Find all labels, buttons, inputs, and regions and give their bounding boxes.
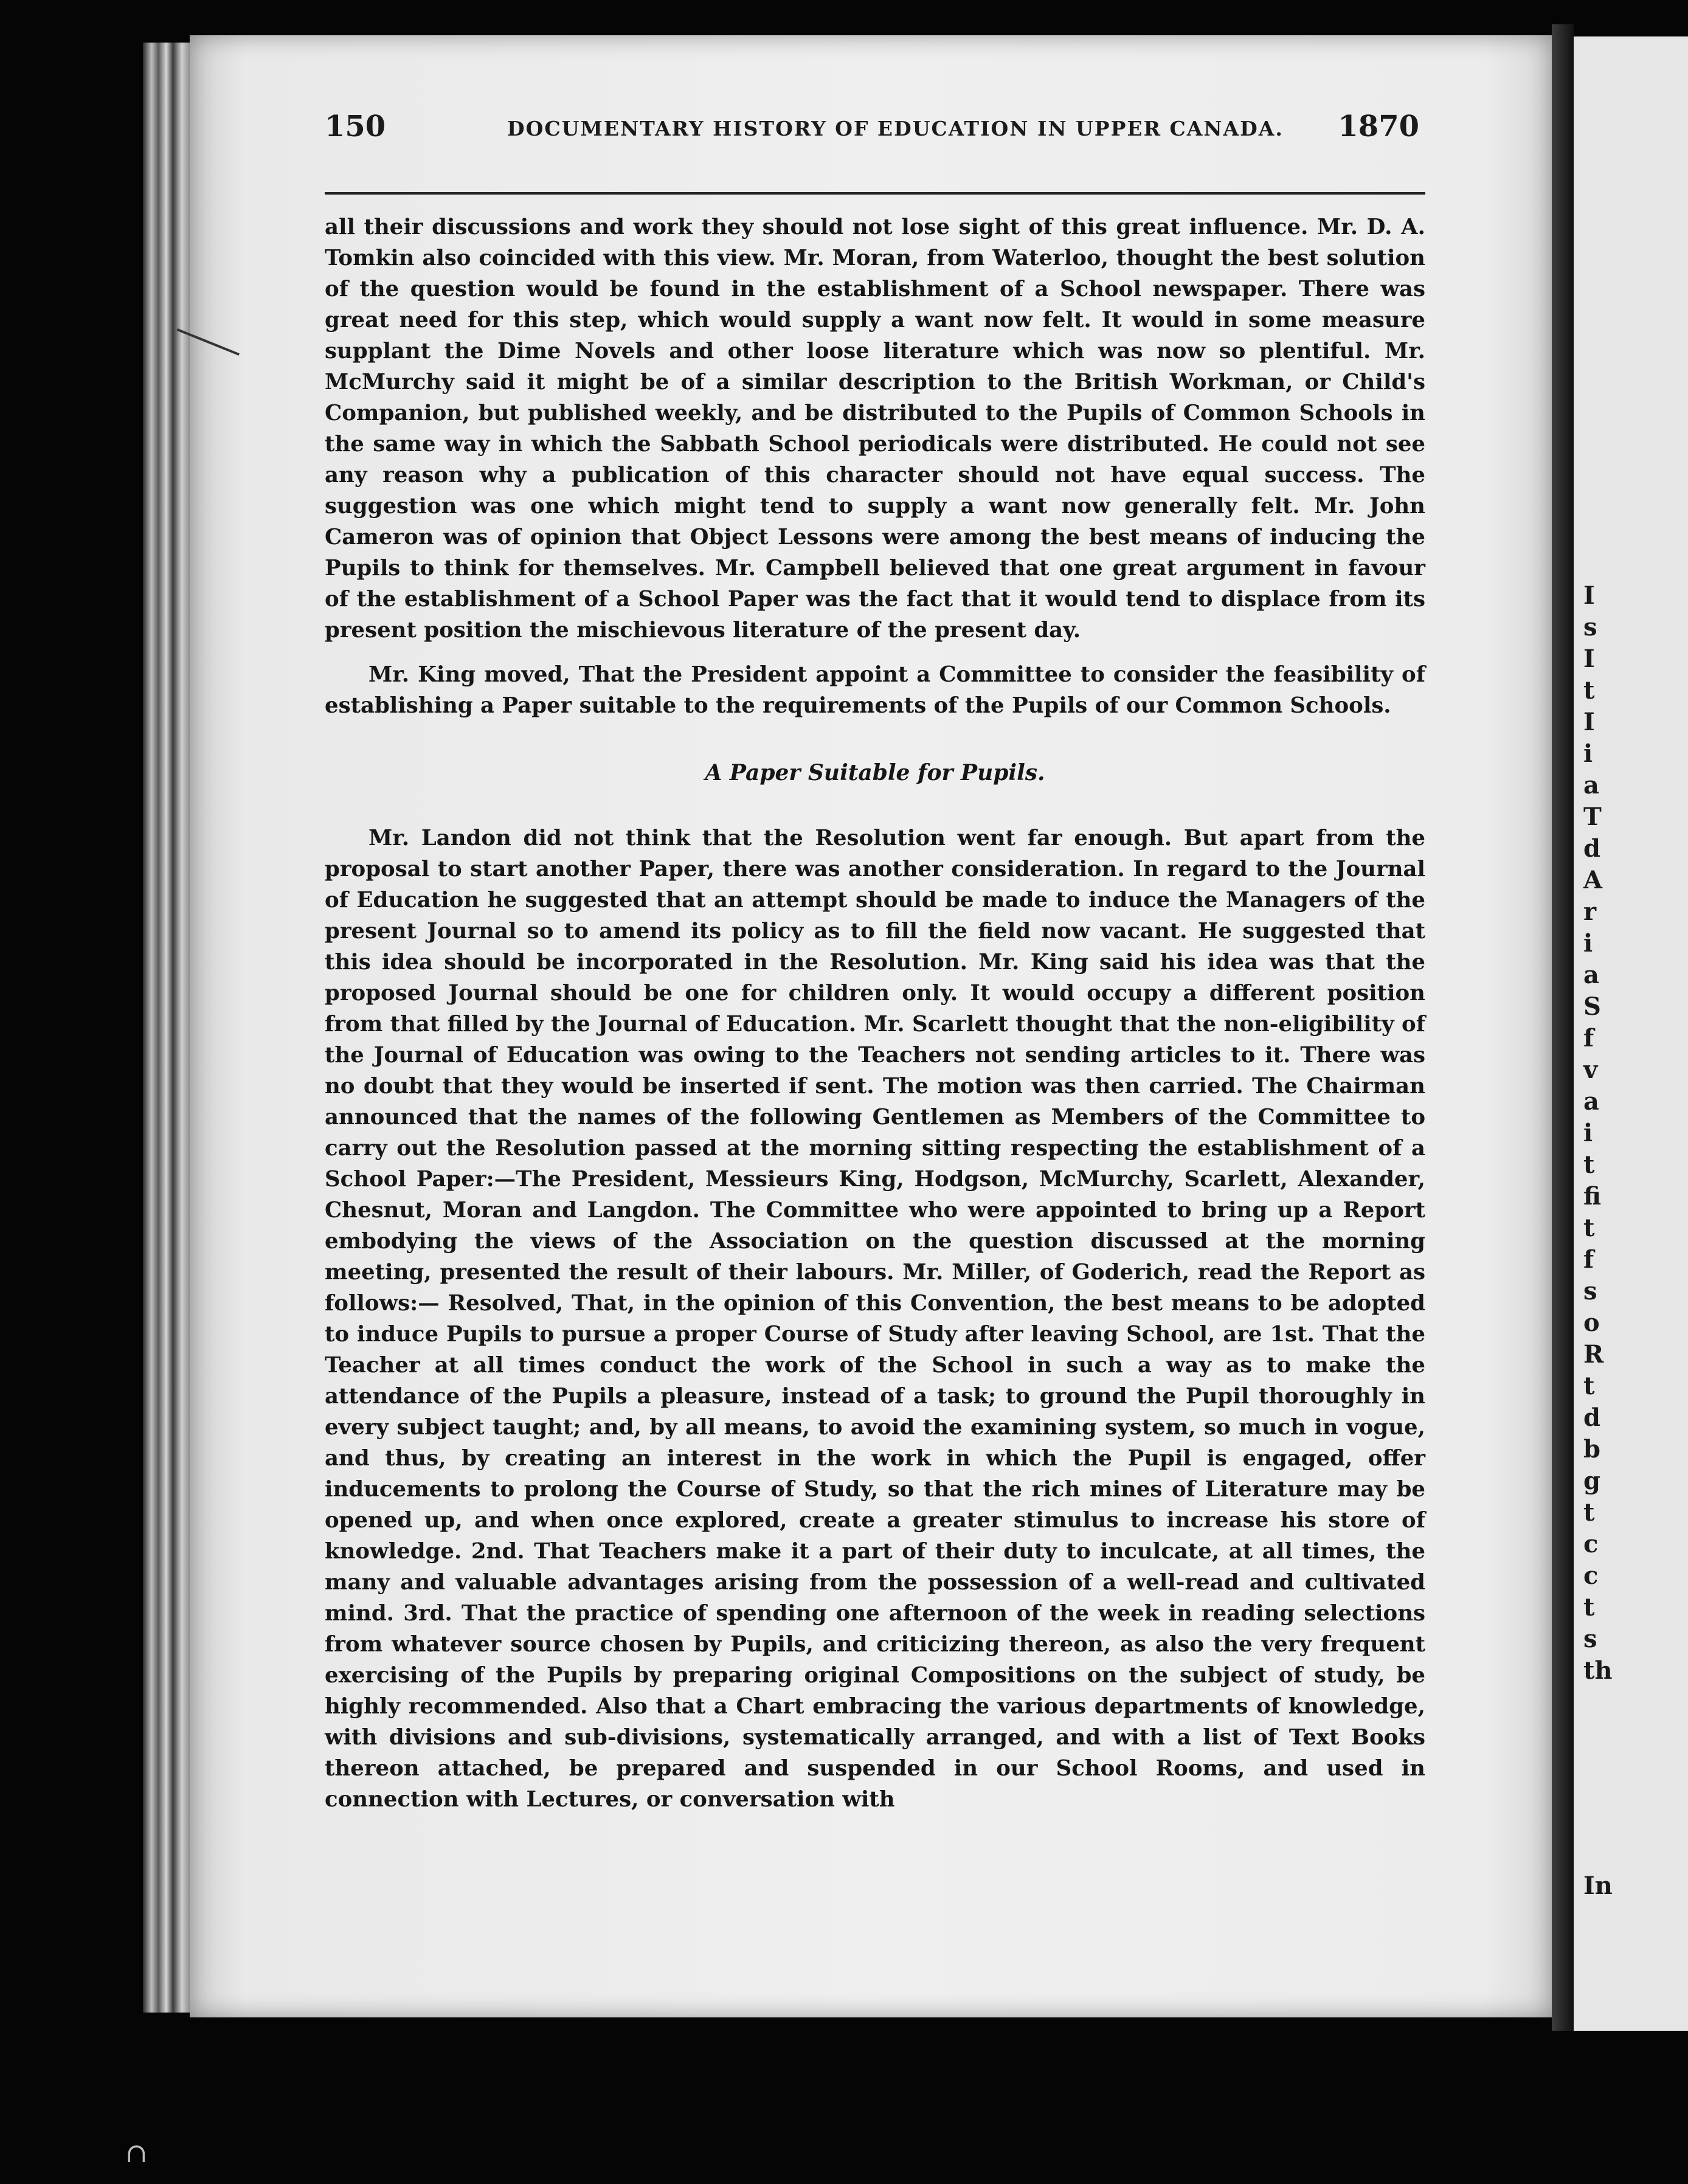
adjacent-page-letter: S — [1583, 992, 1601, 1021]
running-head-title: DOCUMENTARY HISTORY OF EDUCATION IN UPPER CANADA. — [507, 117, 1284, 140]
adjacent-page-letter: i — [1583, 739, 1593, 768]
header-rule — [325, 192, 1425, 195]
adjacent-page-letter: t — [1583, 1214, 1595, 1242]
adjacent-page-letter: c — [1583, 1561, 1599, 1590]
adjacent-page-letter: T — [1583, 803, 1602, 831]
adjacent-page-letter: t — [1583, 1593, 1595, 1622]
adjacent-page-letter: I — [1583, 644, 1595, 673]
adjacent-page-letter: t — [1583, 1150, 1595, 1179]
adjacent-page-letter: f — [1583, 1245, 1594, 1274]
book-page — [190, 35, 1552, 2017]
adjacent-page-fragment — [1574, 36, 1688, 2031]
page-number: 150 — [325, 109, 386, 143]
adjacent-page-letter: d — [1583, 1403, 1600, 1432]
adjacent-page-letter: fi — [1583, 1182, 1602, 1211]
adjacent-page-letter: g — [1583, 1467, 1600, 1495]
adjacent-page-letter: t — [1583, 1498, 1595, 1527]
adjacent-page-letter: d — [1583, 834, 1600, 863]
adjacent-page-letter: t — [1583, 676, 1595, 705]
adjacent-page-letter: I — [1583, 708, 1595, 736]
adjacent-page-letter: f — [1583, 1024, 1594, 1052]
adjacent-page-letter: o — [1583, 1308, 1600, 1337]
adjacent-page-letter: A — [1583, 866, 1603, 894]
paragraph-motion: Mr. King moved, That the President appoint a Committee to consider the feasibility of establishing a Paper suitable to the requirements of the Pupils of our Common Schools. — [325, 662, 1425, 718]
adjacent-page-letter: i — [1583, 1119, 1593, 1147]
paragraph-discussion: Mr. Landon did not think that the Resolution went far enough. But apart from the proposal to start another Paper, there was another consideration. In regard to the Journal of Education he suggested that an attempt should be made to induce the Managers of the present Journal so to amend its policy as to fill the field now vacant. He suggested that this idea should be incorporated in the Resolution. Mr. King said his idea was that the proposed Journal should be one for children only. It would occupy a different position from that filled by the Journal of Education. Mr. Scarlett thought that the non-eligibility of the Journal of Education was owing to the Teachers not sending articles to it. There was no doubt that they would be inserted if sent. The motion was then carried. The Chairman announced that the names of the following Gentlemen as Members of the Committee to carry out the Resolution passed at the morning sitting respecting the establishment of a School Paper:—The President, Messieurs King, Hodgson, McMurchy, Scarlett, Alexander, Chesnut, Moran and Langdon. The Committee who were appointed to bring up a Report embodying the views of the Association on the question discussed at the morning meeting, presented the result of their labours. Mr. Miller, of Goderich, read the Report as follows:— Resolved, That, in the opinion of this Convention, the best means to be adopted to induce Pupils to pursue a proper Course of Study after leaving School, are 1st. That the Teacher at all times conduct the work of the School in such a way as to make the attendance of the Pupils a pleasure, instead of a task; to ground the Pupil thoroughly in every subject taught; and, by all means, to avoid the examining system, so much in vogue, and thus, by creating an interest in the work in which the Pupil is engaged, offer inducements to prolong the Course of Study, so that the rich mines of Literature may be opened up, and when once explored, create a greater stimulus to increase his store of knowledge. 2nd. That Teachers make it a part of their duty to inculcate, at all times, the many and valuable advantages arising from the possession of a well-read and cultivated mind. 3rd. That the practice of spending one afternoon of the week in reading selections from whatever source chosen by Pupils, and criticizing thereon, as also the very frequent exercising of the Pupils by preparing original Compositions on the subject of study, be highly recommended. Also that a Chart embracing the various departments of knowledge, with divisions and sub-divisions, systematically arranged, and with a list of Text Books thereon attached, be prepared and suspended in our School Rooms, and used in connection with Lectures, or conversation with — [325, 826, 1425, 1812]
adjacent-page-letter: s — [1583, 613, 1597, 641]
adjacent-page-letter: v — [1583, 1056, 1598, 1084]
adjacent-page-letter: a — [1583, 771, 1599, 800]
adjacent-page-letter: I — [1583, 581, 1595, 610]
adjacent-page-letter: b — [1583, 1435, 1600, 1463]
adjacent-page-letter: a — [1583, 1087, 1599, 1116]
adjacent-page-letter: t — [1583, 1372, 1595, 1400]
running-head — [325, 109, 1419, 158]
adjacent-page-letter: i — [1583, 929, 1593, 958]
adjacent-page-letter: c — [1583, 1530, 1599, 1558]
adjacent-page-letter: R — [1583, 1340, 1604, 1369]
paragraph-continued: all their discussions and work they should not lose sight of this great influence. Mr. D. A. Tomkin also coincided with this view. Mr. Moran, from Waterloo, thought the best solution of the question would be found in the establishment of a School newspaper. There was great need for this step, which would supply a want now felt. It would in some measure supplant the Dime Novels and other loose literature which was now so plentiful. Mr. McMurchy said it might be of a similar description to the British Workman, or Child's Companion, but published weekly, and be distributed to the Pupils of Common Schools in the same way in which the Sabbath School periodicals were distributed. He could not see any reason why a publication of this character should not have equal success. The suggestion was one which might tend to supply a want now generally felt. Mr. John Cameron was of opinion that Object Lessons were among the best means of inducing the Pupils to think for themselves. Mr. Campbell believed that one great argument in favour of the establishment of a School Paper was the fact that it would tend to displace from its present position the mischievous literature of the present day. — [325, 215, 1425, 643]
adjacent-page-letter: a — [1583, 961, 1599, 989]
adjacent-page-letter: th — [1583, 1656, 1613, 1685]
adjacent-page-letter: In — [1583, 1871, 1613, 1900]
adjacent-page-letter: r — [1583, 897, 1597, 926]
corner-scan-mark: ∩ — [125, 2138, 148, 2169]
adjacent-page-letter: s — [1583, 1277, 1597, 1305]
adjacent-page-letter: s — [1583, 1625, 1597, 1653]
running-head-year: 1870 — [1338, 109, 1419, 143]
section-heading: A Paper Suitable for Pupils. — [705, 760, 1045, 786]
page-gutter — [1552, 24, 1574, 2031]
body-text — [325, 212, 1425, 1815]
